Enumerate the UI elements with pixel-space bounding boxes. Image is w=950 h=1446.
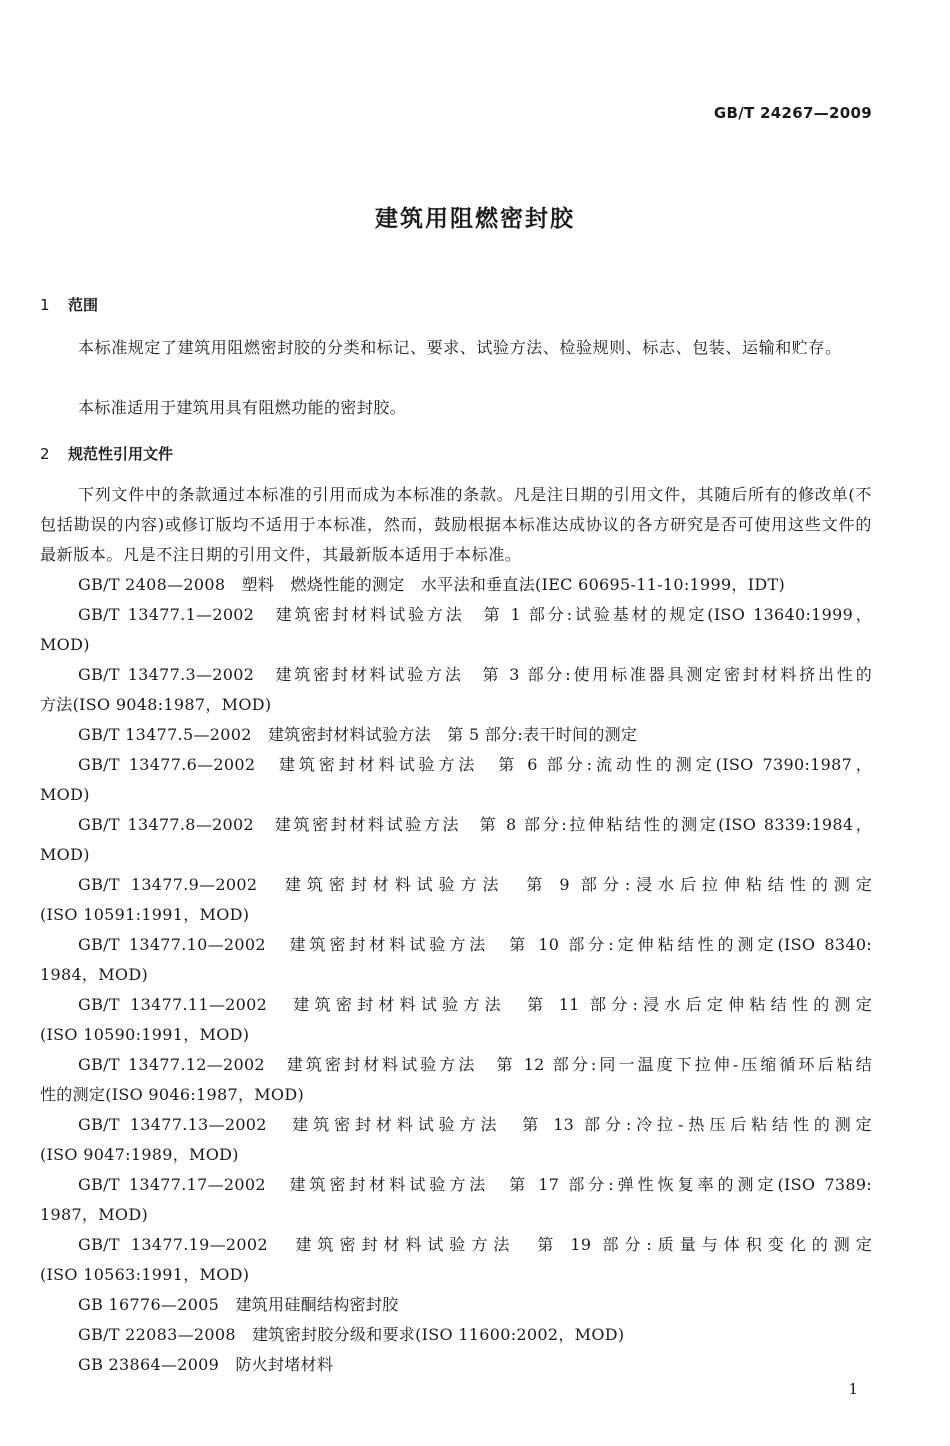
section-1-applicability-paragraph: 本标准适用于建筑用具有阻燃功能的密封胶。 bbox=[78, 398, 407, 417]
reference-line: GB/T 13477.3—2002 建筑密封材料试验方法 第 3 部分:使用标准器具测定密封材料挤出性的 bbox=[78, 665, 872, 684]
reference-line: GB/T 13477.19—2002 建筑密封材料试验方法 第 19 部分:质量与体积变化的测定 bbox=[78, 1235, 872, 1254]
reference-item bbox=[40, 1320, 872, 1350]
reference-continuation-line: 1984，MOD) bbox=[40, 965, 148, 984]
section-1-heading bbox=[40, 294, 98, 315]
section-title: 规范性引用文件 bbox=[68, 445, 174, 463]
reference-continuation-line: (ISO 10591:1991，MOD) bbox=[40, 905, 250, 924]
section-1-scope-paragraph: 本标准规定了建筑用阻燃密封胶的分类和标记、要求、试验方法、检验规则、标志、包装、运输和贮存。 bbox=[78, 338, 842, 357]
reference-item bbox=[40, 810, 872, 870]
reference-line: GB/T 13477.1—2002 建筑密封材料试验方法 第 1 部分:试验基材的规定(ISO 13640:1999， bbox=[78, 605, 872, 624]
reference-continuation-line: MOD) bbox=[40, 785, 90, 804]
section-2-intro-paragraph: 下列文件中的条款通过本标准的引用而成为本标准的条款。凡是注日期的引用文件，其随后所有的修改单(不包括勘误的内容)或修订版均不适用于本标准，然而，鼓励根据本标准达成协议的各方研究是否可使用这些文件的最新版本。凡是不注日期的引用文件，其最新版本适用于本标准。 bbox=[40, 485, 872, 564]
reference-item bbox=[40, 600, 872, 660]
reference-item bbox=[40, 870, 872, 930]
section-number: 2 bbox=[40, 445, 50, 463]
reference-line: GB/T 13477.5—2002 建筑密封材料试验方法 第 5 部分:表干时间的测定 bbox=[78, 725, 638, 744]
reference-continuation-line: 方法(ISO 9048:1987，MOD) bbox=[40, 695, 272, 714]
reference-line: GB 23864—2009 防火封堵材料 bbox=[78, 1355, 334, 1374]
reference-item bbox=[40, 1170, 872, 1230]
reference-continuation-line: 性的测定(ISO 9046:1987，MOD) bbox=[40, 1085, 305, 1104]
reference-item bbox=[40, 720, 872, 750]
section-number: 1 bbox=[40, 296, 50, 314]
section-title: 范围 bbox=[68, 296, 99, 314]
reference-line: GB/T 13477.6—2002 建筑密封材料试验方法 第 6 部分:流动性的测定(ISO 7390:1987， bbox=[78, 755, 872, 774]
reference-item bbox=[40, 1230, 872, 1290]
reference-line: GB/T 13477.12—2002 建筑密封材料试验方法 第 12 部分:同一温度下拉伸-压缩循环后粘结 bbox=[78, 1055, 872, 1074]
reference-line: GB 16776—2005 建筑用硅酮结构密封胶 bbox=[78, 1295, 399, 1314]
reference-line: GB/T 2408—2008 塑料 燃烧性能的测定 水平法和垂直法(IEC 60695-11-10:1999，IDT) bbox=[78, 575, 785, 594]
reference-item bbox=[40, 930, 872, 990]
reference-item bbox=[40, 1110, 872, 1170]
reference-item bbox=[40, 1050, 872, 1110]
reference-continuation-line: 1987，MOD) bbox=[40, 1205, 148, 1224]
reference-line: GB/T 13477.13—2002 建筑密封材料试验方法 第 13 部分:冷拉-热压后粘结性的测定 bbox=[78, 1115, 872, 1134]
reference-line: GB/T 22083—2008 建筑密封胶分级和要求(ISO 11600:2002，MOD) bbox=[78, 1325, 625, 1344]
document-code: GB/T 24267—2009 bbox=[713, 104, 872, 122]
page-number: 1 bbox=[848, 1380, 858, 1398]
reference-item bbox=[40, 990, 872, 1050]
reference-item bbox=[40, 1350, 872, 1380]
reference-continuation-line: (ISO 9047:1989，MOD) bbox=[40, 1145, 239, 1164]
reference-line: GB/T 13477.9—2002 建筑密封材料试验方法 第 9 部分:浸水后拉伸粘结性的测定 bbox=[78, 875, 872, 894]
reference-continuation-line: (ISO 10590:1991，MOD) bbox=[40, 1025, 250, 1044]
reference-line: GB/T 13477.10—2002 建筑密封材料试验方法 第 10 部分:定伸粘结性的测定(ISO 8340: bbox=[78, 935, 872, 954]
section-2-heading bbox=[40, 443, 173, 464]
reference-item bbox=[40, 750, 872, 810]
reference-continuation-line: (ISO 10563:1991，MOD) bbox=[40, 1265, 250, 1284]
reference-continuation-line: MOD) bbox=[40, 635, 90, 654]
reference-item bbox=[40, 660, 872, 720]
reference-continuation-line: MOD) bbox=[40, 845, 90, 864]
reference-line: GB/T 13477.17—2002 建筑密封材料试验方法 第 17 部分:弹性恢复率的测定(ISO 7389: bbox=[78, 1175, 872, 1194]
reference-line: GB/T 13477.11—2002 建筑密封材料试验方法 第 11 部分:浸水后定伸粘结性的测定 bbox=[78, 995, 872, 1014]
reference-item bbox=[40, 1290, 872, 1320]
document-title: 建筑用阻燃密封胶 bbox=[375, 206, 575, 232]
reference-line: GB/T 13477.8—2002 建筑密封材料试验方法 第 8 部分:拉伸粘结性的测定(ISO 8339:1984， bbox=[78, 815, 872, 834]
reference-item bbox=[40, 570, 872, 600]
